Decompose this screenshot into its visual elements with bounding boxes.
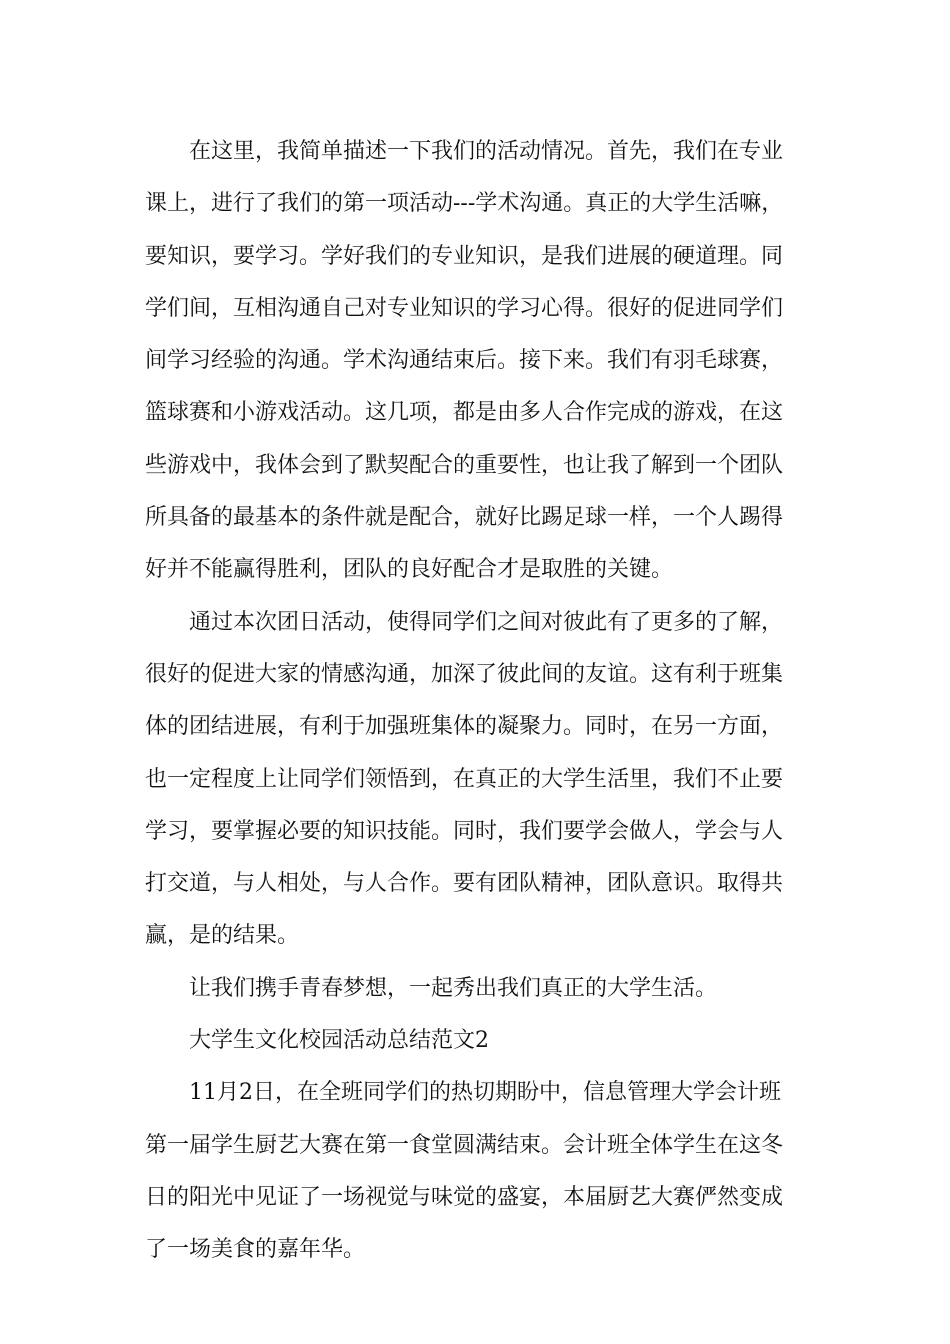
heading-text: 大学生文化校园活动总结范文2 bbox=[189, 1028, 489, 1054]
text-line: 也一定程度上让同学们领悟到，在真正的大学生活里，我们不止要 bbox=[145, 766, 784, 792]
text-line: 要知识，要学习。学好我们的专业知识，是我们进展的硬道理。同 bbox=[145, 243, 784, 269]
text-line: 很好的促进大家的情感沟通，加深了彼此间的友谊。这有利于班集 bbox=[145, 661, 784, 687]
text-line: 在这里，我简单描述一下我们的活动情况。首先，我们在专业 bbox=[189, 139, 784, 164]
text-line: 课上，进行了我们的第一项活动---学术沟通。真正的大学生活嘛， bbox=[145, 191, 784, 217]
text-line: 学们间，互相沟通自己对专业知识的学习心得。很好的促进同学们 bbox=[145, 295, 784, 321]
text-line: 些游戏中，我体会到了默契配合的重要性，也让我了解到一个团队 bbox=[145, 452, 784, 478]
text-line: 赢，是的结果。 bbox=[145, 923, 300, 949]
document-body bbox=[145, 126, 815, 1277]
text-line: 学习，要掌握必要的知识技能。同时，我们要学会做人，学会与人 bbox=[145, 818, 784, 844]
text-line: 间学习经验的沟通。学术沟通结束后。接下来。我们有羽毛球赛， bbox=[145, 348, 784, 374]
text-line: 11月2日，在全班同学们的热切期盼中，信息管理大学会计班 bbox=[189, 1080, 781, 1106]
paragraph-activity-description bbox=[145, 126, 815, 597]
text-line: 体的团结进展，有利于加强班集体的凝聚力。同时，在另一方面， bbox=[145, 714, 784, 740]
paragraph-cooking-contest bbox=[145, 1067, 815, 1276]
text-line: 日的阳光中见证了一场视觉与味觉的盛宴，本届厨艺大赛俨然变成 bbox=[145, 1184, 784, 1210]
text-line: 通过本次团日活动，使得同学们之间对彼此有了更多的了解， bbox=[189, 609, 784, 635]
paragraph-outcome bbox=[145, 597, 815, 963]
text-line: 所具备的最基本的条件就是配合，就好比踢足球一样，一个人踢得 bbox=[145, 505, 784, 531]
section-heading bbox=[145, 1015, 815, 1067]
text-line: 好并不能赢得胜利，团队的良好配合才是取胜的关键。 bbox=[145, 557, 674, 583]
text-line: 篮球赛和小游戏活动。这几项，都是由多人合作完成的游戏，在这 bbox=[145, 400, 784, 426]
paragraph-closing bbox=[145, 963, 815, 1015]
text-line: 让我们携手青春梦想，一起秀出我们真正的大学生活。 bbox=[189, 975, 718, 1001]
text-line: 第一届学生厨艺大赛在第一食堂圆满结束。会计班全体学生在这冬 bbox=[145, 1132, 784, 1158]
text-line: 了一场美食的嘉年华。 bbox=[145, 1237, 366, 1263]
text-line: 打交道，与人相处，与人合作。要有团队精神，团队意识。取得共 bbox=[145, 871, 784, 897]
